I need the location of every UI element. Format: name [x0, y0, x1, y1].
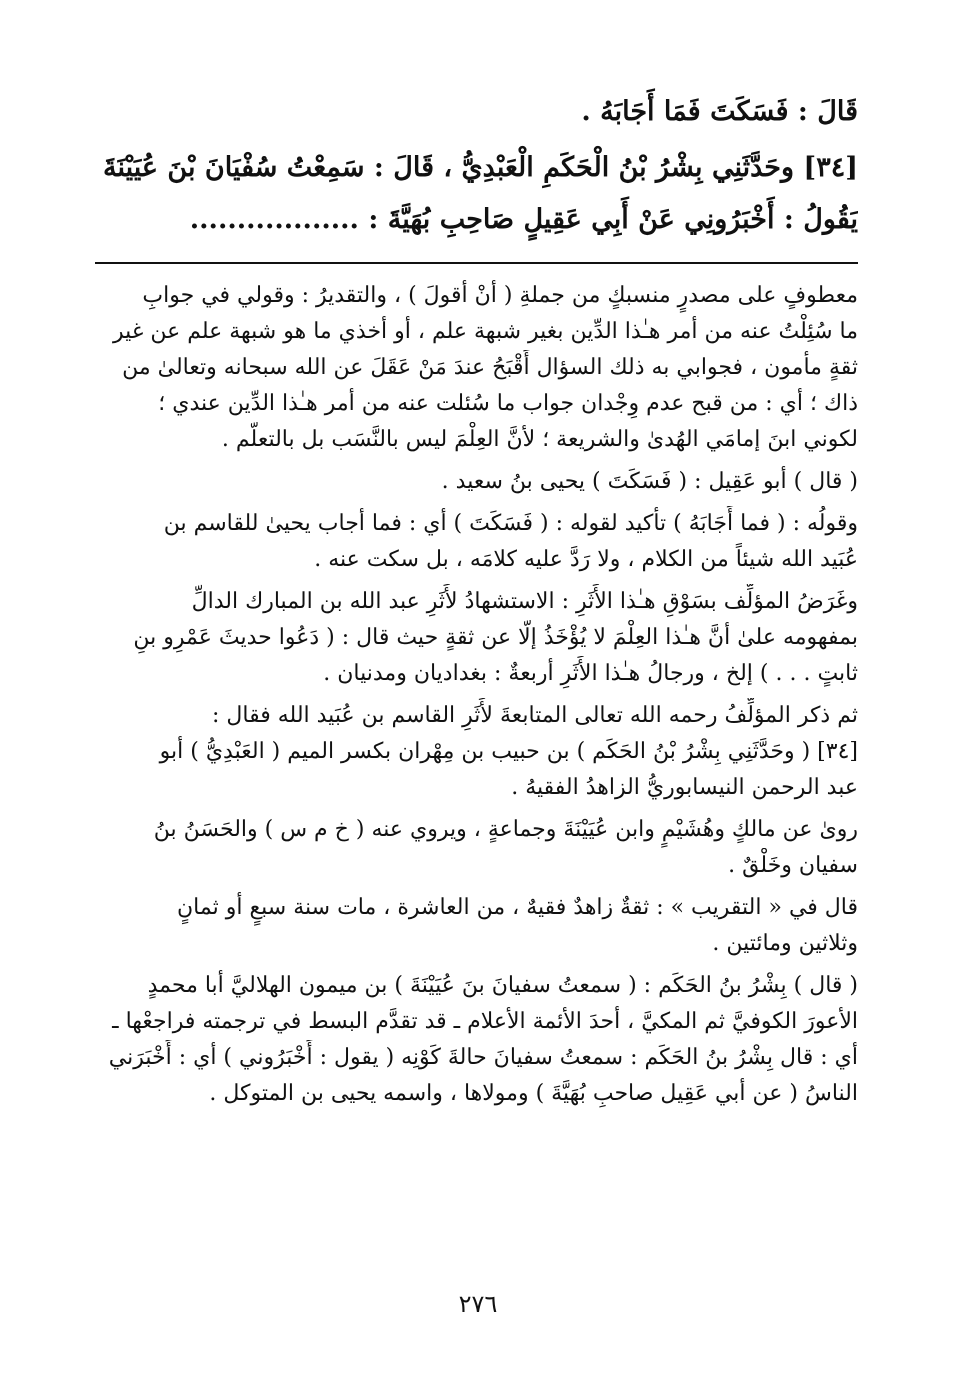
commentary-line: قال في « التقريب » : ثقةٌ زاهدٌ فقيهٌ ، من العاشرة ، مات سنة سبعٍ أو ثمانٍ — [177, 895, 858, 920]
commentary-line: لكوني ابنَ إمامَي الهُدىٰ والشريعة ؛ لأنَّ العِلْمَ ليس بالنَّسَب بل بالتعلُّم . — [221, 427, 858, 452]
commentary-line: روىٰ عن مالكٍ وهُشَيْمٍ وابن عُيَيْنَةَ وجماعةٍ ، ويروي عنه ( خ م س ) والحَسَنُ بنُ — [153, 817, 858, 842]
commentary-line: ثابتٍ . . . ) إلخ ، ورجالُ هـٰذا الأَثَرِ أربعةٌ : بغداديان ومدنيان . — [323, 661, 858, 686]
commentary-line: ثم ذكر المؤلِّفُ رحمه الله تعالى المتابعةَ لأَثَرِ القاسم بن عُبَيد الله فقال : — [212, 703, 858, 728]
commentary — [95, 278, 858, 1112]
commentary-line: معطوفٍ على مصدرٍ منسبكٍ من جملةِ ( أنْ أقولَ ) ، والتقديرُ : وقولي في جوابِ — [142, 283, 858, 308]
main-text-line: [٣٤] وحَدَّثَنِي بِشْرُ بْنُ الْحَكَمِ الْعَبْدِيُّ ، قَالَ : سَمِعْتُ سُفْيَانَ بْنَ عُيَيْنَةَ — [102, 152, 858, 183]
commentary-line: ( قال ) أبو عَقِيل : ( فَسَكَتَ ) يحيى بنُ سعيد . — [441, 469, 858, 494]
commentary-line: الناسُ ( عن أبي عَقِيل صاحبِ بُهَيَّةَ ) ومولاها ، واسمه يحيى بن المتوكل . — [209, 1081, 858, 1106]
commentary-line: أي : قال بِشْرُ بنُ الحَكَم : سمعتُ سفيانَ حالةَ كَوْنِه ( يقول : أَخْبَرُوني ) أي : أَخْبَرَني — [108, 1045, 858, 1070]
commentary-line: عُبَيد الله شيئاً من الكلام ، ولا رَدَّ عليه كلامَه ، بل سكت عنه . — [314, 547, 858, 572]
commentary-line: بمفهومه علىٰ أنَّ هـٰذا العِلْمَ لا يُؤْخَذُ إلَّا عن ثقةٍ حيث قال : ( دَعُوا حديثَ عَمْرِو بنِ — [133, 625, 858, 650]
commentary-line: وغَرَضُ المؤلِّف بسَوْقِ هـٰذا الأَثَرِ : الاستشهادُ لأَثَرِ عبد الله بن المبارك الدالِّ — [191, 589, 858, 614]
main-text — [95, 86, 858, 246]
commentary-line: [٣٤] ( وحَدَّثَنِي بِشْرُ بْنُ الحَكَم ) بن حبيب بن مِهْران بكسر الميم ( العَبْدِيُّ ) أبو — [159, 739, 858, 764]
commentary-line: وثلاثين ومائتين . — [712, 931, 858, 956]
page-number: ٢٧٦ — [458, 1290, 498, 1318]
commentary-line: ذاك ؛ أي : من قبح عدم وِجْدان جواب ما سُئلت عنه من أمر هـٰذا الدِّين عندي ؛ — [158, 391, 858, 416]
commentary-line: وقولُه : ( فما أَجَابَهُ ) تأكيد لقوله : ( فَسَكَتَ ) أي : فما أجاب يحيىٰ للقاسم بن — [163, 511, 858, 536]
commentary-line: الأعورَ الكوفيَّ ثم المكيَّ ، أحدَ الأئمة الأعلام ـ قد تقدَّم البسط في ترجمته فراجعْها ـ — [112, 1009, 858, 1034]
commentary-line: ثقةٍ مأمون ، فجوابي به ذلك السؤال أَقْبَحُ عندَ مَنْ عَقَلَ عن الله سبحانه وتعالىٰ من — [122, 355, 858, 380]
commentary-line: ما سُئِلْتُ عنه من أمر هـٰذا الدِّين بغير شبهة علم ، أو أخذي ما هو شبهة علم عن غير — [113, 319, 858, 344]
commentary-line: عبد الرحمن النيسابوريُّ الزاهدُ الفقيهُ . — [511, 775, 858, 800]
separator-line — [95, 262, 858, 264]
commentary-line: سفيان وخَلْقٌ . — [728, 853, 858, 878]
main-text-line: يَقُولُ : أَخْبَرُونِي عَنْ أَبِي عَقِيلٍ صَاحِبِ بُهَيَّةَ : .................. — [189, 204, 858, 235]
commentary-line: ( قال ) بِشْرُ بنُ الحَكَم : ( سمعتُ سفيانَ بنَ عُيَيْنَةَ ) بن ميمون الهلاليَّ أبا محمدٍ — [147, 973, 858, 998]
main-text-line: قَالَ : فَسَكَتَ فَمَا أَجَابَهُ . — [581, 96, 858, 127]
